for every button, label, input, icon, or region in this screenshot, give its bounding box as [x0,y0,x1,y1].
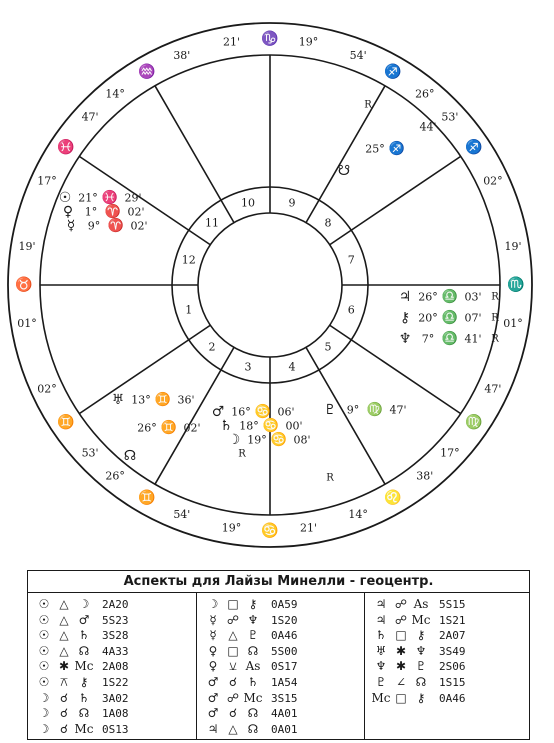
house-number-6: 6 [347,303,355,317]
cusp-2-deg: 02° [37,382,57,396]
aspect-planet-2: ♇ [247,628,259,643]
planet-h12-0-min: 29' [124,191,142,205]
aspect-type: ✱ [58,659,70,674]
planet-h9-2-sign: ♐ [388,141,406,157]
aspect-row [203,597,364,613]
planet-h5-0-deg: 9° [346,403,360,417]
cusp-1-min: 19' [18,240,36,254]
aspect-planet-2: ♂ [78,612,90,627]
aspect-planet-1: Mc [371,690,391,705]
planet-h12-0-deg: 21° [78,191,98,205]
cusp-4-min: 21' [299,521,317,535]
aspect-planet-1: ♀ [208,659,218,674]
aspect-orb: 1S15 [439,675,466,689]
planet-h3-1-glyph: ♄ [219,418,233,434]
aspect-type: △ [59,612,69,627]
planet-h3-2-min: 08' [293,433,311,447]
cusp-5-min: 38' [416,469,434,483]
planet-h2-0-min: 36' [177,393,195,407]
planet-h7-2-deg: 7° [421,332,435,346]
aspect-row [203,691,364,707]
aspect-orb: 3S28 [102,629,129,643]
cusp-2-sign: ♊ [57,414,75,431]
aspect-row [203,644,364,660]
aspect-orb: 1S20 [271,613,298,627]
aspect-planet-2: ♆ [415,643,427,658]
planet-h3-0-glyph: ♂ [211,404,225,420]
aspect-row [371,613,529,629]
aspect-row [34,613,196,629]
aspect-orb: 5S15 [439,598,466,611]
aspect-row [371,659,529,675]
aspect-planet-2: ☽ [78,597,90,611]
aspect-planet-2: ☊ [247,643,259,658]
cusp-5-sign: ♌ [384,490,402,507]
house-numbers [182,196,355,373]
planet-h7-1-retro: R [491,312,499,324]
planet-h2-0-deg: 13° [131,393,151,407]
planet-h12-1-glyph: ♀ [62,204,74,220]
aspect-planet-2: ☊ [247,706,259,721]
cusp-1-deg: 01° [17,316,37,330]
planet-h3-0-sign: ♋ [254,404,272,420]
aspect-orb: 2A08 [102,660,129,674]
planet-h7-1-glyph: ⚷ [399,310,411,326]
cusp-6-deg: 17° [440,446,460,460]
cusp-11-deg: 14° [105,87,125,101]
aspect-type: △ [59,628,69,643]
aspect-row [34,628,196,644]
aspect-row [203,675,364,691]
aspect-orb: 0A46 [439,691,466,705]
aspect-planet-1: ☽ [38,706,50,721]
aspect-planet-2: Mc [74,721,94,736]
aspect-planet-2: ♄ [247,674,259,689]
aspect-planet-1: ☿ [209,612,217,627]
aspect-type: □ [227,597,239,611]
aspect-planet-1: ♂ [207,674,219,689]
cusp-3-sign: ♊ [138,490,156,507]
aspect-planet-2: ♄ [78,690,90,705]
cusp-4-sign: ♋ [261,523,279,539]
aspects-table [27,570,530,740]
aspect-planet-2: Mc [243,690,263,705]
inner-circle [198,213,342,357]
cusp-11-min: 38' [173,48,191,62]
cusp-10-sign: ♑ [261,31,279,47]
aspect-planet-1: ♂ [207,706,219,721]
aspect-orb: 3S49 [439,644,466,658]
planet-h2-0-sign: ♊ [154,392,172,408]
aspect-row [371,675,529,691]
cusp-11-sign: ♒ [138,63,156,80]
house-number-10: 10 [241,196,256,210]
aspect-planet-1: ☉ [38,612,50,627]
cusp-9-min: 54' [349,48,367,62]
aspect-type: ☌ [228,706,238,721]
aspect-planet-2: ☊ [78,643,90,658]
aspect-type: ∠ [395,674,407,689]
aspect-planet-1: ☽ [38,721,50,736]
house-number-8: 8 [324,216,332,230]
cusp-4-deg: 19° [221,521,242,535]
aspect-orb: 0A59 [271,598,298,611]
aspect-row [203,722,364,738]
planet-h7-0-deg: 26° [418,290,438,304]
planet-h7-2-sign: ♎ [441,331,459,347]
aspect-type: △ [59,643,69,658]
house-number-ring [172,187,368,383]
aspect-planet-2: ⚷ [79,674,89,689]
cusp-12-deg: 17° [37,174,57,188]
aspect-orb: 1A08 [102,707,129,721]
cusp-9-sign: ♐ [384,63,402,80]
aspect-orb: 0S17 [271,660,298,674]
cusp-6-min: 47' [484,382,502,396]
planet-h5-1-glyph: R [326,472,334,484]
planet-h12-0-glyph: ☉ [58,190,72,206]
aspect-planet-2: ☊ [415,674,427,689]
house-number-4: 4 [288,360,296,374]
cusp-8-sign: ♐ [465,139,483,156]
planet-h9-0-glyph: R [364,99,372,111]
aspect-type: ☌ [59,690,69,705]
cusp-5-deg: 14° [348,508,368,522]
planet-h9-1-min: 44' [419,120,437,134]
cusp-12-min: 47' [81,110,99,124]
aspect-type: ✱ [395,643,407,658]
cusp-line-11 [155,86,234,223]
aspect-type: ☌ [228,674,238,689]
aspect-row [203,628,364,644]
aspect-type: ☍ [226,612,240,627]
aspect-orb: 0S13 [102,722,129,736]
house-number-5: 5 [324,340,332,354]
aspect-planet-1: ☿ [209,628,217,643]
planet-h5-0-glyph: ♇ [323,402,337,418]
aspect-orb: 0A46 [271,629,298,643]
planet-positions [59,100,500,484]
aspect-type: ⚺ [229,659,237,674]
house-number-11: 11 [205,216,220,230]
aspect-orb: 0A01 [271,722,298,736]
aspect-orb: 5S00 [271,644,298,658]
aspect-orb: 1S22 [102,675,129,689]
planet-h3-1-min: 00' [285,419,303,433]
aspect-orb: 1S21 [439,613,466,627]
planet-h3-1-deg: 18° [239,419,259,433]
cusp-7-deg: 01° [503,316,523,330]
planet-h12-0-sign: ♓ [101,190,119,206]
aspect-orb: 4A01 [271,707,298,721]
cusp-8-min: 53' [441,110,459,124]
planet-h12-1-sign: ♈ [104,204,122,220]
planet-h5-0-sign: ♍ [366,402,384,418]
aspect-planet-1: ☽ [38,690,50,705]
aspect-planet-2: ☊ [247,721,259,736]
aspect-orb: 3S15 [271,691,298,705]
aspect-planet-1: ☉ [38,674,50,689]
planet-h3-2-glyph: ☽ [227,432,241,448]
planet-h2-0-glyph: ♅ [111,392,125,408]
aspect-planet-2: ⚷ [248,597,258,611]
cusp-3-deg: 26° [105,469,125,483]
aspect-type: ☌ [59,706,69,721]
aspect-row [203,659,364,675]
cusp-8-deg: 02° [483,174,503,188]
cusp-7-min: 19' [504,240,522,254]
planet-h12-2-sign: ♈ [107,218,125,234]
planet-h3-1-sign: ♋ [262,418,280,434]
planet-h2-1-sign: ♊ [160,420,178,436]
aspect-planet-1: ☉ [38,628,50,643]
aspect-planet-1: ♃ [207,721,219,736]
planet-h7-1-sign: ♎ [441,310,459,326]
aspect-orb: 2S06 [439,660,466,674]
house-number-3: 3 [244,360,252,374]
aspect-planet-2: As [413,597,429,611]
aspect-planet-2: ♇ [415,659,427,674]
aspect-type: △ [59,597,69,611]
aspect-type: △ [228,628,238,643]
house-number-2: 2 [208,340,216,354]
aspect-row [203,706,364,722]
aspect-type: □ [227,643,239,658]
aspect-type: □ [395,690,407,705]
aspect-row [371,644,529,660]
planet-h2-1-deg: 26° [137,421,157,435]
planet-h5-0-min: 47' [389,403,407,417]
planet-h3-0-min: 06' [277,405,295,419]
aspect-type: ☍ [394,597,408,611]
aspect-columns [28,593,529,739]
planet-h12-1-min: 02' [127,205,145,219]
aspect-planet-2: ⚷ [416,690,426,705]
aspects-title: Аспекты для Лайзы Минелли - геоцентр. [28,571,529,593]
aspect-type: ⚻ [60,674,68,689]
planet-h7-0-min: 03' [464,290,482,304]
aspect-row [34,644,196,660]
planet-h12-2-min: 02' [130,219,148,233]
house-number-7: 7 [347,253,355,267]
aspect-row [371,597,529,613]
aspect-type: ☍ [394,612,408,627]
cusp-3-min: 54' [173,508,191,522]
planet-h7-0-glyph: ♃ [398,289,412,305]
planet-h7-0-sign: ♎ [441,289,459,305]
planet-h9-2-deg: 25° [365,142,385,156]
aspect-planet-2: ♆ [247,612,259,627]
aspect-orb: 4A33 [102,644,129,658]
planet-h12-2-deg: 9° [87,219,101,233]
planet-h12-1-deg: 1° [84,205,98,219]
aspect-planet-2: ⚷ [416,628,426,643]
planet-h7-2-retro: R [491,333,499,345]
cusp-7-sign: ♏ [507,277,525,293]
aspect-row [34,722,196,738]
aspect-planet-1: ♃ [375,612,387,627]
aspect-orb: 5S23 [102,613,129,627]
aspect-type: ☌ [59,721,69,736]
aspect-planet-2: As [245,659,261,674]
aspect-planet-1: ♂ [207,690,219,705]
cusp-2-min: 53' [81,446,99,460]
cusp-10-min: 21' [223,35,241,49]
planet-h3-3-glyph: R [238,448,246,460]
aspect-column-3 [364,593,529,739]
aspect-planet-2: ☊ [78,706,90,721]
aspect-planet-1: ☉ [38,597,50,611]
aspect-planet-1: ♇ [375,674,387,689]
cusp-1-sign: ♉ [15,277,33,293]
aspect-planet-1: ☉ [38,659,50,674]
aspect-row [371,628,529,644]
cusp-6-sign: ♍ [465,414,483,431]
house-number-1: 1 [185,303,193,317]
aspect-row [34,659,196,675]
planet-h7-2-min: 41' [464,332,482,346]
aspect-type: △ [228,721,238,736]
aspect-row [371,691,529,707]
aspect-column-2 [196,593,364,739]
aspect-row [34,706,196,722]
planet-h7-1-min: 07' [464,311,482,325]
planet-h9-3-glyph: ☋ [337,163,351,179]
aspect-row [34,675,196,691]
cusp-10-deg: 19° [298,35,319,49]
planet-h2-2-glyph: ☊ [123,448,137,464]
cusp-9-deg: 26° [415,87,435,101]
planet-h3-2-deg: 19° [247,433,267,447]
planet-h3-0-deg: 16° [231,405,251,419]
aspect-planet-1: ☉ [38,643,50,658]
aspect-planet-1: ☽ [207,597,219,611]
aspect-column-1 [28,593,196,739]
aspect-planet-1: ♄ [375,628,387,643]
aspect-type: ☍ [226,690,240,705]
aspect-planet-2: ♄ [78,628,90,643]
aspect-planet-2: Mc [411,612,431,627]
house-number-9: 9 [288,196,296,210]
aspect-planet-1: ♀ [208,643,218,658]
house-number-12: 12 [181,253,196,267]
planet-h7-2-glyph: ♆ [398,331,412,347]
aspect-row [34,691,196,707]
aspect-planet-1: ♆ [375,659,387,674]
aspect-type: □ [395,628,407,643]
cusp-12-sign: ♓ [57,139,75,156]
aspect-planet-2: Mc [74,659,94,674]
aspect-type: ✱ [395,659,407,674]
aspect-orb: 3A02 [102,691,129,705]
aspect-orb: 2A20 [102,598,129,611]
aspect-row [203,613,364,629]
planet-h2-1-min: 02' [183,421,201,435]
aspect-planet-1: ♅ [375,643,387,658]
planet-h7-1-deg: 20° [418,311,438,325]
aspect-orb: 1A54 [271,675,298,689]
aspect-row [34,597,196,613]
aspect-planet-1: ♃ [375,597,387,611]
aspect-orb: 2A07 [439,629,466,643]
planet-h12-2-glyph: ☿ [66,218,76,234]
planet-h7-0-retro: R [491,291,499,303]
planet-h3-2-sign: ♋ [270,432,288,448]
